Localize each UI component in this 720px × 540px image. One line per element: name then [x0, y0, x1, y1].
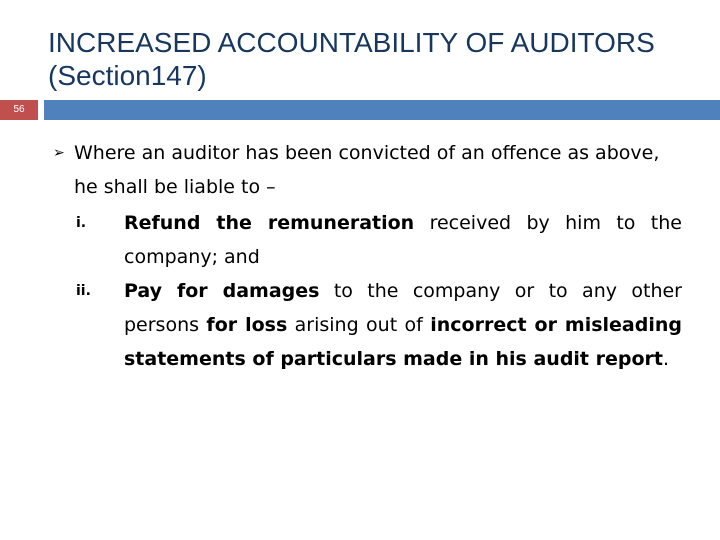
slide-number: 56: [0, 100, 38, 120]
main-bullet: [52, 136, 682, 204]
item-text: .: [663, 348, 670, 370]
list-item: [52, 274, 682, 376]
main-bullet-text: Where an auditor has been convicted of an offence as above, he shall be liable to –: [74, 142, 660, 198]
item-text: received by him to the company; and: [124, 212, 682, 268]
header-rule: [44, 100, 720, 120]
slide-title: INCREASED ACCOUNTABILITY OF AUDITORS (Section147): [48, 27, 655, 91]
item-text-bold: Refund the remuneration: [124, 212, 415, 234]
list-marker: ii.: [76, 283, 91, 299]
item-text: to the company or to any other persons: [124, 280, 682, 336]
slide-body: [52, 136, 682, 376]
list-item: [52, 206, 682, 274]
item-text-bold: for loss: [206, 314, 288, 336]
item-text-bold: incorrect or misleading statements of particulars made in his audit report: [124, 314, 682, 370]
item-text-bold: Pay for damages: [124, 280, 320, 302]
slide-header-bar: [0, 100, 720, 120]
arrow-right-icon: ➢: [53, 145, 65, 161]
item-text: arising out of: [287, 314, 431, 336]
liability-list: [52, 206, 682, 376]
list-marker: i.: [76, 215, 87, 231]
